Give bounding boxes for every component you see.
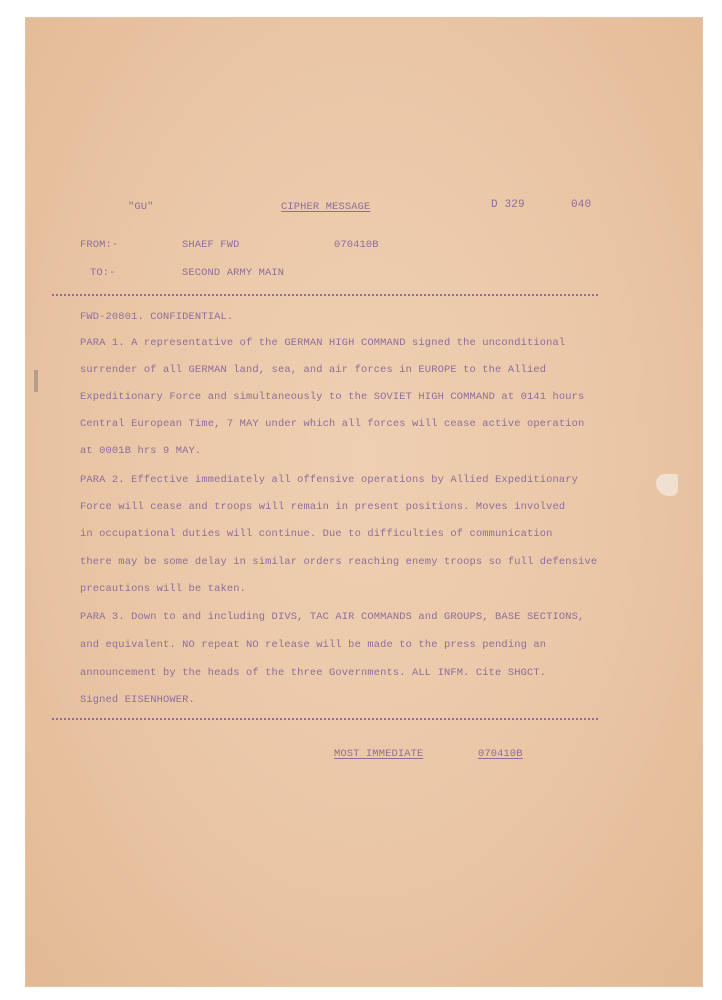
body-line: in occupational duties will continue. Due to difficulties of communication [80, 528, 553, 540]
message-title: CIPHER MESSAGE [281, 201, 371, 213]
bottom-divider [52, 718, 598, 720]
from-label: FROM:- [80, 239, 119, 251]
from-value: SHAEF FWD [182, 239, 240, 251]
body-line: surrender of all GERMAN land, sea, and air forces in EUROPE to the Allied [80, 364, 547, 376]
body-line: and equivalent. NO repeat NO release will be made to the press pending an [80, 639, 547, 651]
body-line: Central European Time, 7 MAY under which all forces will cease active operation [80, 418, 585, 430]
message-code: "GU" [128, 201, 154, 213]
body-line: Force will cease and troops will remain in present positions. Moves involved [80, 501, 566, 513]
body-line: there may be some delay in similar orders reaching enemy troops so full defensive [80, 556, 598, 568]
body-line: FWD-20801. CONFIDENTIAL. [80, 311, 234, 323]
message-ref: D 329 [491, 199, 525, 211]
body-line: announcement by the heads of the three Governments. ALL INFM. Cite SHGCT. [80, 667, 547, 679]
paper-tear [704, 466, 722, 494]
priority-marking: MOST IMMEDIATE [334, 748, 424, 760]
body-line: PARA 1. A representative of the GERMAN HIGH COMMAND signed the unconditional [80, 337, 566, 349]
to-label: TO:- [90, 267, 116, 279]
footer-dtg: 070410B [478, 748, 523, 760]
body-line: precautions will be taken. [80, 583, 247, 595]
date-time-group: 070410B [334, 239, 379, 251]
top-divider [52, 294, 598, 296]
body-line: at 0001B hrs 9 MAY. [80, 445, 202, 457]
signature-line: Signed EISENHOWER. [80, 694, 195, 706]
body-line: PARA 2. Effective immediately all offensive operations by Allied Expeditionary [80, 474, 579, 486]
message-number: 040 [571, 199, 592, 211]
body-line: PARA 3. Down to and including DIVS, TAC AIR COMMANDS and GROUPS, BASE SECTIONS, [80, 611, 585, 623]
body-line: Expeditionary Force and simultaneously to the SOVIET HIGH COMMAND at 0141 hours [80, 391, 585, 403]
to-value: SECOND ARMY MAIN [182, 267, 285, 279]
ink-smudge [34, 370, 38, 392]
